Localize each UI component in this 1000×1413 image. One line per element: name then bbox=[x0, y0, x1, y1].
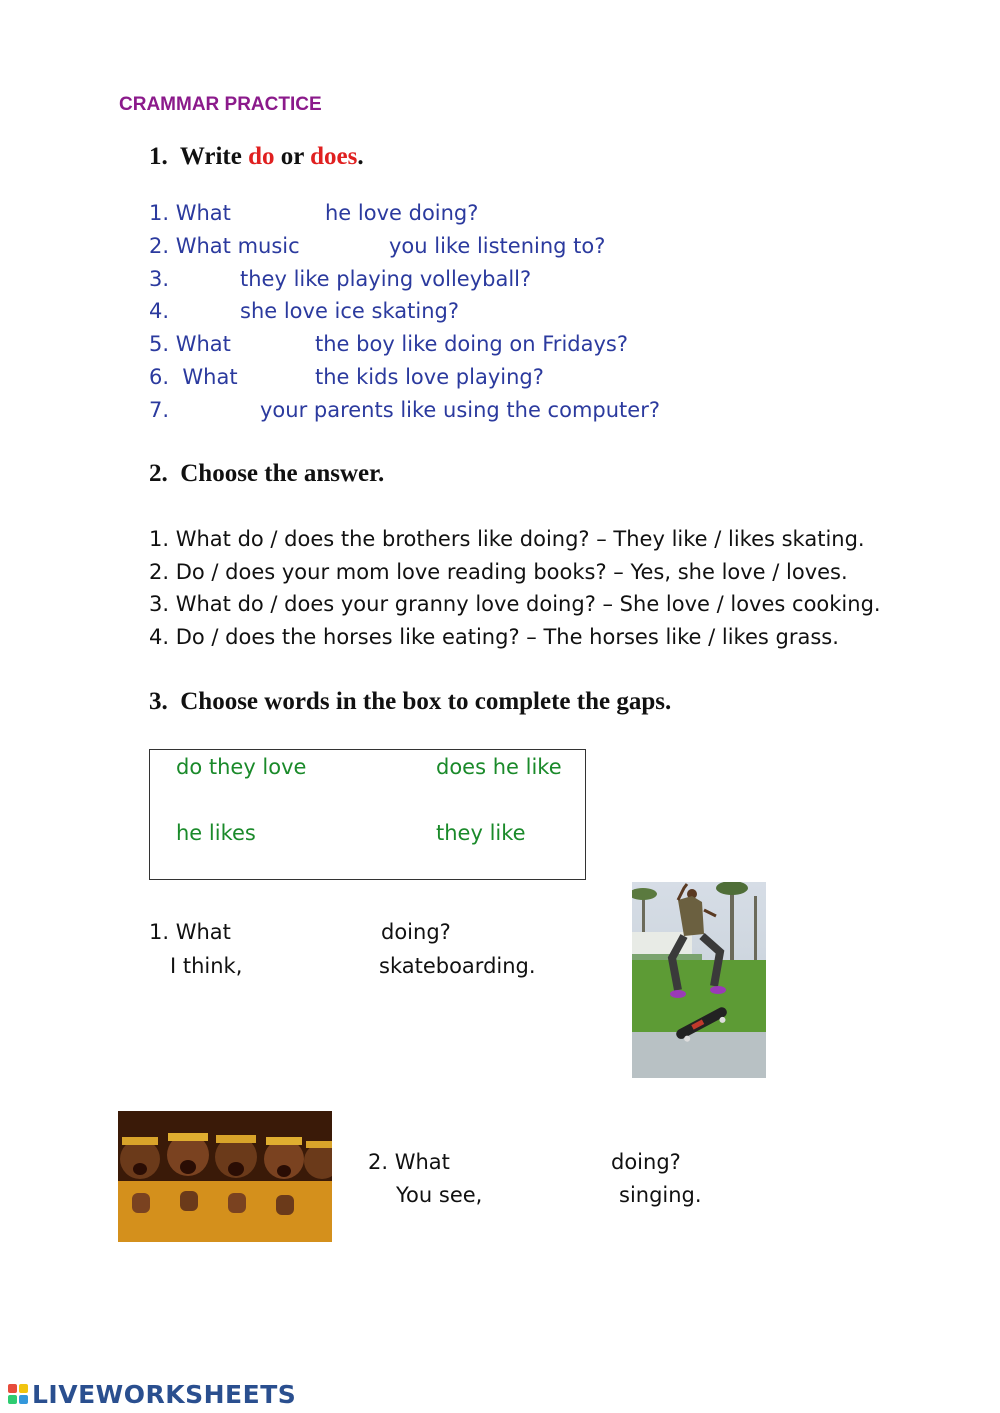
s1-line-2-a: 2. What music bbox=[149, 234, 300, 258]
s1-line-6-b: the kids love playing? bbox=[315, 365, 544, 389]
q2-line-2-b: singing. bbox=[619, 1183, 702, 1207]
word-or: or bbox=[274, 143, 311, 170]
logo-text: LIVEWORKSHEETS bbox=[32, 1380, 297, 1409]
box-word-4[interactable]: they like bbox=[436, 821, 526, 845]
section1-number: 1. bbox=[149, 143, 168, 170]
worksheet-title: CRAMMAR PRACTICE bbox=[119, 94, 322, 115]
section1-heading-suffix: . bbox=[357, 143, 364, 170]
q1-line-1-b: doing? bbox=[381, 920, 451, 944]
s1-line-4-a: 4. bbox=[149, 299, 170, 323]
box-word-2[interactable]: does he like bbox=[436, 755, 562, 779]
word-do: do bbox=[248, 143, 275, 170]
section2-heading-text: Choose the answer. bbox=[180, 460, 385, 487]
section2-number: 2. bbox=[149, 460, 168, 487]
section3-number: 3. bbox=[149, 688, 168, 715]
liveworksheets-logo-icon bbox=[8, 1382, 30, 1406]
q1-line-2-a: I think, bbox=[170, 954, 243, 978]
s1-line-1-b: he love doing? bbox=[325, 201, 479, 225]
s2-line-4: 4. Do / does the horses like eating? – The horses like / likes grass. bbox=[149, 625, 839, 649]
box-word-3[interactable]: he likes bbox=[176, 821, 256, 845]
q2-line-1-a: 2. What bbox=[368, 1150, 450, 1174]
section3-heading-text: Choose words in the box to complete the gaps. bbox=[180, 688, 672, 715]
s1-line-2-b: you like listening to? bbox=[389, 234, 606, 258]
section1-heading-prefix: Write bbox=[179, 143, 249, 170]
liveworksheets-logo[interactable] bbox=[8, 1380, 296, 1409]
s1-line-7-b: your parents like using the computer? bbox=[260, 398, 660, 422]
section2-heading bbox=[149, 460, 384, 488]
s1-line-1-a: 1. What bbox=[149, 201, 231, 225]
skateboarder-photo bbox=[632, 882, 766, 1078]
s1-line-7-a: 7. bbox=[149, 398, 170, 422]
word-does: does bbox=[310, 143, 358, 170]
s1-line-5-b: the boy like doing on Fridays? bbox=[315, 332, 628, 356]
box-word-1[interactable]: do they love bbox=[176, 755, 307, 779]
q1-line-2-b: skateboarding. bbox=[379, 954, 536, 978]
s1-line-3-a: 3. bbox=[149, 267, 170, 291]
s2-line-1: 1. What do / does the brothers like doing? – They like / likes skating. bbox=[149, 527, 865, 551]
q2-line-1-b: doing? bbox=[611, 1150, 681, 1174]
s2-line-2: 2. Do / does your mom love reading books? – Yes, she love / loves. bbox=[149, 560, 848, 584]
s1-line-5-a: 5. What bbox=[149, 332, 231, 356]
singing-children-photo bbox=[118, 1111, 332, 1242]
s1-line-6-a: 6. What bbox=[149, 365, 238, 389]
s2-line-3: 3. What do / does your granny love doing? – She love / loves cooking. bbox=[149, 592, 881, 616]
q1-line-1-a: 1. What bbox=[149, 920, 231, 944]
section3-heading bbox=[149, 688, 671, 716]
s1-line-4-b: she love ice skating? bbox=[240, 299, 459, 323]
section1-heading bbox=[149, 143, 364, 171]
s1-line-3-b: they like playing volleyball? bbox=[240, 267, 532, 291]
q2-line-2-a: You see, bbox=[396, 1183, 483, 1207]
